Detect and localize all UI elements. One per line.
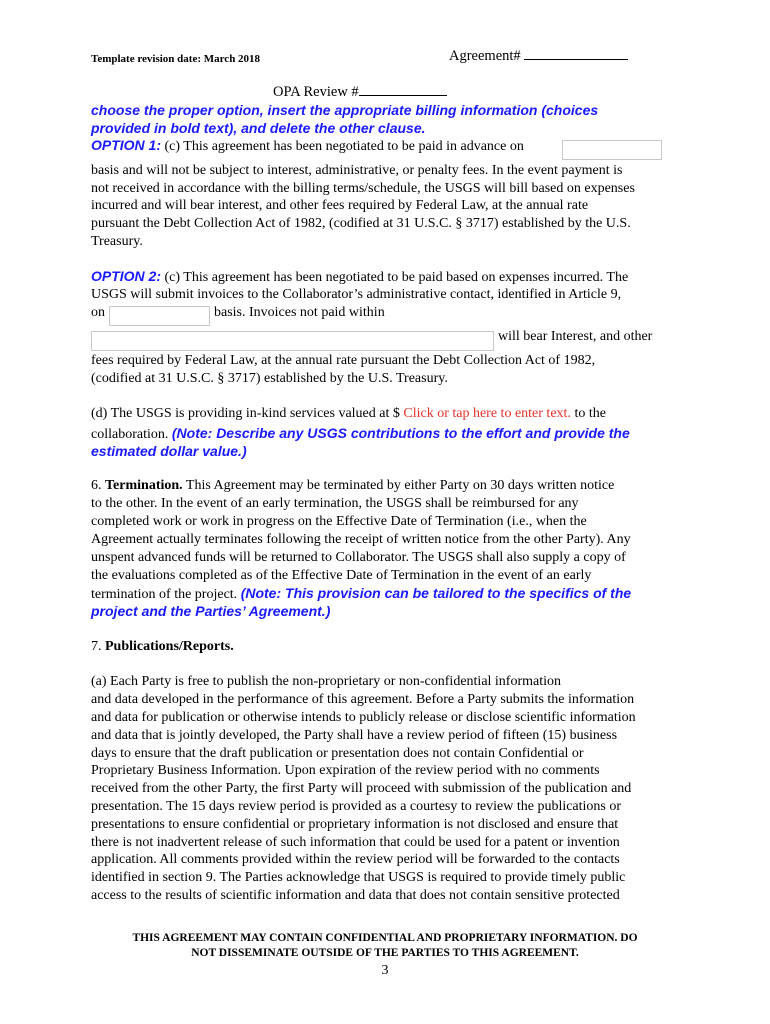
section7-line: application. All comments provided within the review period will be forwarded to the contacts <box>91 852 620 867</box>
section7-line: there is not inadvertent release of such information that could be used for a patent or invention <box>91 835 620 850</box>
agreement-number-blank[interactable] <box>524 59 628 60</box>
option1-line-1 <box>91 136 524 156</box>
section7-number: 7. <box>91 639 105 654</box>
section7-line: presentation. The 15 days review period is provided as a courtesy to review the publications or <box>91 799 622 814</box>
section7-line: and data for publication or otherwise intends to publicly release or disclose scientific information <box>91 710 636 725</box>
template-revision-date: Template revision date: March 2018 <box>91 53 261 65</box>
section6-line-3: completed work or work in progress on the Effective Date of Termination (i.e., when the <box>91 514 587 529</box>
section7-heading-line <box>91 638 234 656</box>
section6-line-1 <box>91 477 614 495</box>
option1-label: OPTION 1: <box>91 137 162 153</box>
section6-note-1: (Note: This provision can be tailored to the specifics of the <box>240 585 632 601</box>
section6-line-6: the evaluations completed as of the Effective Date of Termination in the event of an early <box>91 568 592 583</box>
in-kind-value-field[interactable]: Click or tap here to enter text. <box>403 406 571 421</box>
section7-line: Proprietary Business Information. Upon expiration of the review period with no comments <box>91 763 600 778</box>
instruction-line-2: provided in bold text), and delete the other clause. <box>91 120 426 136</box>
section-d-note-1: (Note: Describe any USGS contributions to the effort and provide the <box>171 425 630 441</box>
option1-line-2: basis and will not be subject to interest, administrative, or penalty fees. In the event payment is <box>91 163 623 178</box>
instruction-line-1: choose the proper option, insert the appropriate billing information (choices <box>91 102 599 118</box>
page-number: 3 <box>381 963 389 978</box>
agreement-label: Agreement# <box>449 48 525 64</box>
section7-line: days to ensure that the draft publication or presentation does not contain Confidential or <box>91 746 584 761</box>
option2-line-3-post: basis. Invoices not paid within <box>214 305 385 320</box>
opa-review-label: OPA Review # <box>273 84 359 100</box>
section7-line: presentations to ensure confidential or proprietary information is not disclosed and ensure that <box>91 817 619 832</box>
option1-text-1: (c) This agreement has been negotiated to be paid in advance on <box>161 139 524 154</box>
option2-line-5: fees required by Federal Law, at the annual rate pursuant the Debt Collection Act of 1982, <box>91 353 596 368</box>
option1-line-5: pursuant the Debt Collection Act of 1982, (codified at 31 U.S.C. § 3717) established by the U.S. <box>91 216 631 231</box>
option1-line-4: incurred and will bear interest, and other fees required by Federal Law, at the annual rate <box>91 198 589 213</box>
section7-line: identified in section 9. The Parties acknowledge that USGS is required to provide timely public <box>91 870 626 885</box>
option2-line-6: (codified at 31 U.S.C. § 3717) established by the U.S. Treasury. <box>91 371 448 386</box>
option2-line-1 <box>91 267 628 287</box>
section-d-text-1-post: to the <box>570 406 606 421</box>
option2-line-2: USGS will submit invoices to the Collaborator’s administrative contact, identified in Article 9, <box>91 287 622 302</box>
section6-text-7: termination of the project. <box>91 587 241 602</box>
section-d-text-1: (d) The USGS is providing in-kind services valued at $ <box>91 406 404 421</box>
section-d-text-2: collaboration. <box>91 427 172 442</box>
section7-heading: Publications/Reports. <box>105 639 234 654</box>
option2-billing-field[interactable] <box>109 306 210 326</box>
section7-line: and data that is jointly developed, the Party shall have a review period of fifteen (15) business <box>91 728 618 743</box>
option2-line-4-post: will bear Interest, and other <box>498 329 653 344</box>
footer-confidentiality-line-1: THIS AGREEMENT MAY CONTAIN CONFIDENTIAL AND PROPRIETARY INFORMATION. DO <box>132 932 638 944</box>
section6-text-1: This Agreement may be terminated by either Party on 30 days written notice <box>182 478 615 493</box>
option2-payment-days-field[interactable] <box>91 331 494 351</box>
opa-review-blank[interactable] <box>359 95 447 96</box>
section6-note-2: project and the Parties’ Agreement.) <box>91 603 331 619</box>
section6-line-5: unspent advanced funds will be returned to Collaborator. The USGS shall also supply a copy of <box>91 550 626 565</box>
footer-confidentiality-line-2: NOT DISSEMINATE OUTSIDE OF THE PARTIES TO THIS AGREEMENT. <box>191 947 579 959</box>
section6-line-4: Agreement actually terminates following the receipt of written notice from the other Party). Any <box>91 532 631 547</box>
option2-line-3-pre: on <box>91 305 105 320</box>
section7-line: and data developed in the performance of this agreement. Before a Party submits the information <box>91 692 635 707</box>
option1-line-3: not received in accordance with the billing terms/schedule, the USGS will bill based on expenses <box>91 181 635 196</box>
section6-heading: Termination. <box>105 478 183 493</box>
section7-line: access to the results of scientific information and data that does not contain sensitive protected <box>91 888 620 903</box>
section7-line: (a) Each Party is free to publish the non-proprietary or non-confidential information <box>91 674 562 689</box>
section-d-note-2: estimated dollar value.) <box>91 443 247 459</box>
section6-line-7 <box>91 584 631 604</box>
section6-number: 6. <box>91 478 105 493</box>
section-d-line-1 <box>91 405 606 423</box>
option1-billing-field[interactable] <box>562 140 662 160</box>
section6-line-2: to the other. In the event of an early termination, the USGS shall be reimbursed for any <box>91 496 579 511</box>
agreement-number <box>449 47 628 65</box>
section7-line: received from the other Party, the first Party will proceed with submission of the publication and <box>91 781 632 796</box>
option2-label: OPTION 2: <box>91 268 162 284</box>
section-d-line-2 <box>91 424 630 444</box>
opa-review-number <box>273 83 447 101</box>
option1-line-6: Treasury. <box>91 234 143 249</box>
option2-text-1: (c) This agreement has been negotiated to be paid based on expenses incurred. The <box>161 270 629 285</box>
